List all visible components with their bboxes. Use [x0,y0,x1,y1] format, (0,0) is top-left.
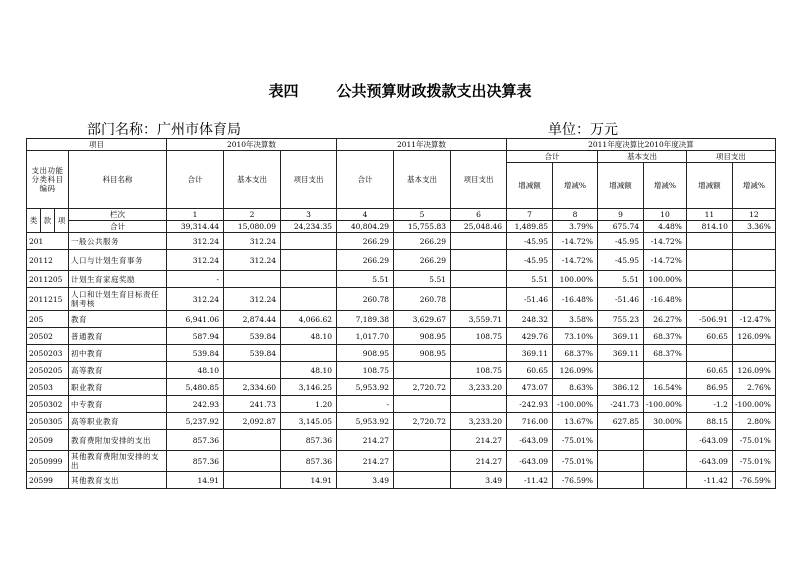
value-cell: 30.00% [644,413,687,430]
value-cell: 266.29 [394,233,451,250]
subject-name: 人口和计划生育目标责任制考核 [69,288,167,311]
unit-label: 单位：万元 [548,122,618,138]
subject-name: 中专教育 [69,396,167,413]
value-cell: 627.85 [598,413,644,430]
header-inc-amount: 增减额 [686,163,732,209]
header-xiang: 项 [55,209,69,233]
value-cell: -75.01% [732,430,775,451]
value-cell [686,345,732,362]
subject-code: 20112 [27,250,69,271]
value-cell: 386.12 [598,379,644,396]
value-cell: 312.24 [167,288,224,311]
subject-code: 20503 [27,379,69,396]
subject-code: 201 [27,233,69,250]
value-cell: 857.36 [167,430,224,451]
total-cell: 4.48% [644,221,687,233]
value-cell: 266.29 [337,250,394,271]
value-cell [686,288,732,311]
value-cell: 86.95 [686,379,732,396]
value-cell: -45.95 [507,250,553,271]
value-cell: 5.51 [598,271,644,288]
value-cell: 312.24 [224,250,281,271]
value-cell: -45.95 [507,233,553,250]
value-cell: -11.42 [686,472,732,489]
table-row [27,362,776,379]
value-cell: -11.42 [507,472,553,489]
value-cell: 908.95 [337,345,394,362]
value-cell: 369.11 [598,328,644,345]
subject-name: 职业教育 [69,379,167,396]
total-cell: 24,234.35 [281,221,337,233]
table-row [27,379,776,396]
value-cell: 312.24 [224,233,281,250]
value-cell [281,271,337,288]
total-cell: 1,489.85 [507,221,553,233]
value-cell [732,345,775,362]
subject-name: 其他教育支出 [69,472,167,489]
value-cell: 3,559.71 [451,311,507,328]
value-cell: 214.27 [337,451,394,472]
value-cell: 68.37% [644,345,687,362]
value-cell: 857.36 [281,451,337,472]
subject-name: 一般公共服务 [69,233,167,250]
value-cell: 2.76% [732,379,775,396]
value-cell: 716.00 [507,413,553,430]
table-row [27,430,776,451]
value-cell [451,250,507,271]
header-2011-basic: 基本支出 [394,151,451,209]
col-num: 1 [167,209,224,221]
value-cell: 248.32 [507,311,553,328]
value-cell: 3,233.20 [451,413,507,430]
subject-name: 高等职业教育 [69,413,167,430]
value-cell: 369.11 [598,345,644,362]
value-cell [224,362,281,379]
total-cell: 15,755.83 [394,221,451,233]
header-lei: 类 [27,209,41,233]
subject-name: 高等教育 [69,362,167,379]
value-cell: 73.10% [553,328,598,345]
header-2011: 2011年决算数 [337,139,507,151]
value-cell: 68.37% [553,345,598,362]
value-cell [224,271,281,288]
value-cell: 126.09% [732,328,775,345]
table-row [27,271,776,288]
subject-code: 2050205 [27,362,69,379]
value-cell: 2,092.87 [224,413,281,430]
value-cell: -75.01% [553,430,598,451]
total-cell: 25,048.46 [451,221,507,233]
header-cmp-project: 项目支出 [686,151,775,163]
col-num: 8 [553,209,598,221]
value-cell: -14.72% [644,233,687,250]
subject-code: 20502 [27,328,69,345]
value-cell: 857.36 [167,451,224,472]
header-project: 项目 [27,139,167,151]
value-cell [732,250,775,271]
table-row [27,345,776,362]
value-cell: 260.78 [394,288,451,311]
value-cell: 214.27 [451,430,507,451]
col-num: 10 [644,209,687,221]
value-cell: -100.00% [553,396,598,413]
value-cell: 857.36 [281,430,337,451]
total-cell: 675.74 [598,221,644,233]
value-cell: -242.93 [507,396,553,413]
subject-code: 2011205 [27,271,69,288]
value-cell: 48.10 [281,328,337,345]
header-2010-basic: 基本支出 [224,151,281,209]
value-cell [644,430,687,451]
value-cell: -506.91 [686,311,732,328]
value-cell: 539.84 [224,328,281,345]
value-cell: 6,941.06 [167,311,224,328]
value-cell [224,430,281,451]
value-cell: -1.2 [686,396,732,413]
value-cell [224,472,281,489]
value-cell [394,451,451,472]
value-cell: 13.67% [553,413,598,430]
value-cell: 5.51 [394,271,451,288]
value-cell: 108.75 [451,328,507,345]
col-num: 4 [337,209,394,221]
header-inc-amount: 增减额 [507,163,553,209]
header-2011-project: 项目支出 [451,151,507,209]
table-row [27,413,776,430]
table-row [27,451,776,472]
value-cell [686,250,732,271]
value-cell [732,271,775,288]
value-cell: 312.24 [167,250,224,271]
value-cell: -76.59% [732,472,775,489]
table-row [27,250,776,271]
value-cell: 4,066.62 [281,311,337,328]
value-cell: 755.23 [598,311,644,328]
value-cell: 100.00% [553,271,598,288]
header-kuan: 款 [41,209,55,233]
value-cell: 2,720.72 [394,379,451,396]
value-cell: 908.95 [394,345,451,362]
value-cell: 1,017.70 [337,328,394,345]
value-cell [451,288,507,311]
col-num: 5 [394,209,451,221]
value-cell [281,345,337,362]
value-cell: 3.49 [451,472,507,489]
value-cell: 60.65 [507,362,553,379]
subject-code: 2050999 [27,451,69,472]
value-cell: 3,145.05 [281,413,337,430]
table-row [27,396,776,413]
value-cell: 126.09% [553,362,598,379]
header-name: 科目名称 [69,151,167,209]
value-cell: 3.49 [337,472,394,489]
table-row [27,233,776,250]
value-cell: -12.47% [732,311,775,328]
subject-name: 计划生育家庭奖励 [69,271,167,288]
header-cmp-total: 合计 [507,151,598,163]
value-cell [281,250,337,271]
value-cell: -100.00% [644,396,687,413]
table-title: 公共预算财政拨款支出决算表 [336,82,532,100]
value-cell: 14.91 [167,472,224,489]
value-cell: 88.15 [686,413,732,430]
value-cell: 312.24 [167,233,224,250]
value-cell: 260.78 [337,288,394,311]
value-cell: 5,953.92 [337,379,394,396]
value-cell [451,271,507,288]
value-cell: 2,720.72 [394,413,451,430]
value-cell: 5,480.85 [167,379,224,396]
value-cell: 473.07 [507,379,553,396]
value-cell: 241.73 [224,396,281,413]
value-cell: 5,237.92 [167,413,224,430]
value-cell: 60.65 [686,328,732,345]
subject-code: 2050302 [27,396,69,413]
header-inc-pct: 增减% [644,163,687,209]
subject-code: 2050305 [27,413,69,430]
value-cell [732,233,775,250]
subject-code: 20509 [27,430,69,451]
value-cell [598,430,644,451]
table-row [27,311,776,328]
header-inc-pct: 增减% [732,163,775,209]
total-cell: 3.79% [553,221,598,233]
total-cell: 40,804.29 [337,221,394,233]
table-row [27,328,776,345]
value-cell: 2,334.60 [224,379,281,396]
value-cell: 16.54% [644,379,687,396]
subject-name: 教育 [69,311,167,328]
value-cell [598,451,644,472]
header-2010-project: 项目支出 [281,151,337,209]
value-cell [644,362,687,379]
header-cmp-basic: 基本支出 [598,151,687,163]
value-cell: 100.00% [644,271,687,288]
subject-code: 20599 [27,472,69,489]
value-cell: -75.01% [732,451,775,472]
header-code: 支出功能分类科目编码 [27,151,69,209]
col-num: 6 [451,209,507,221]
value-cell [224,451,281,472]
total-label: 合计 [69,221,167,233]
value-cell [686,233,732,250]
value-cell: 312.24 [224,288,281,311]
value-cell: 8.63% [553,379,598,396]
value-cell: - [167,271,224,288]
value-cell: -643.09 [686,451,732,472]
value-cell: 68.37% [644,328,687,345]
value-cell: -75.01% [553,451,598,472]
value-cell: 14.91 [281,472,337,489]
value-cell: 108.75 [451,362,507,379]
value-cell: -51.46 [507,288,553,311]
value-cell: 48.10 [281,362,337,379]
header-inc-amount: 增减额 [598,163,644,209]
subject-code: 2050203 [27,345,69,362]
value-cell: 5.51 [337,271,394,288]
header-inc-pct: 增减% [553,163,598,209]
total-cell: 3.36% [732,221,775,233]
value-cell: 5.51 [507,271,553,288]
value-cell: -45.95 [598,250,644,271]
value-cell: 3,146.25 [281,379,337,396]
value-cell: 60.65 [686,362,732,379]
value-cell: 2,874.44 [224,311,281,328]
value-cell: 48.10 [167,362,224,379]
value-cell [281,233,337,250]
col-num: 7 [507,209,553,221]
table-row [27,288,776,311]
col-num: 3 [281,209,337,221]
value-cell: -14.72% [553,233,598,250]
subject-code: 205 [27,311,69,328]
value-cell: 108.75 [337,362,394,379]
value-cell: -14.72% [644,250,687,271]
value-cell [394,472,451,489]
total-cell: 814.10 [686,221,732,233]
value-cell: 908.95 [394,328,451,345]
value-cell: 126.09% [732,362,775,379]
value-cell [598,362,644,379]
header-compare: 2011年度决算比2010年度决算 [507,139,776,151]
value-cell [686,271,732,288]
value-cell: 3,629.67 [394,311,451,328]
total-cell: 39,314.44 [167,221,224,233]
header-2010: 2010年决算数 [167,139,337,151]
value-cell: - [337,396,394,413]
col-num: 9 [598,209,644,221]
value-cell: -45.95 [598,233,644,250]
value-cell [644,451,687,472]
value-cell [281,288,337,311]
value-cell: 242.93 [167,396,224,413]
subject-name: 普通教育 [69,328,167,345]
value-cell: 214.27 [337,430,394,451]
value-cell: -14.72% [553,250,598,271]
value-cell: -100.00% [732,396,775,413]
value-cell: 369.11 [507,345,553,362]
value-cell: 429.76 [507,328,553,345]
value-cell [644,472,687,489]
subject-name: 教育费附加安排的支出 [69,430,167,451]
value-cell [451,396,507,413]
value-cell [732,288,775,311]
value-cell: -16.48% [644,288,687,311]
value-cell [394,396,451,413]
value-cell: 1.20 [281,396,337,413]
col-num: 11 [686,209,732,221]
department-name: 部门名称：广州市体育局 [87,122,241,138]
value-cell: -16.48% [553,288,598,311]
value-cell: 587.94 [167,328,224,345]
col-num: 12 [732,209,775,221]
value-cell: -643.09 [507,430,553,451]
value-cell [394,362,451,379]
value-cell: -51.46 [598,288,644,311]
total-cell: 15,080.09 [224,221,281,233]
col-num: 2 [224,209,281,221]
value-cell: 3.58% [553,311,598,328]
header-2010-total: 合计 [167,151,224,209]
subject-name: 人口与计划生育事务 [69,250,167,271]
subject-code: 2011215 [27,288,69,311]
value-cell: 2.80% [732,413,775,430]
budget-table [26,138,776,489]
value-cell [451,233,507,250]
table-row [27,472,776,489]
page-title [0,80,800,101]
value-cell: -643.09 [507,451,553,472]
value-cell: 539.84 [167,345,224,362]
subject-name: 初中教育 [69,345,167,362]
value-cell: 539.84 [224,345,281,362]
value-cell [598,472,644,489]
value-cell: 266.29 [337,233,394,250]
value-cell: 5,953.92 [337,413,394,430]
value-cell: 26.27% [644,311,687,328]
header-2011-total: 合计 [337,151,394,209]
value-cell: 3,233.20 [451,379,507,396]
value-cell: 266.29 [394,250,451,271]
value-cell [451,345,507,362]
value-cell [394,430,451,451]
value-cell: -76.59% [553,472,598,489]
value-cell: 214.27 [451,451,507,472]
header-lanci: 栏次 [69,209,167,221]
table-number: 表四 [268,82,299,100]
value-cell: -643.09 [686,430,732,451]
value-cell: -241.73 [598,396,644,413]
value-cell: 7,189.38 [337,311,394,328]
subject-name: 其他教育费附加安排的支出 [69,451,167,472]
